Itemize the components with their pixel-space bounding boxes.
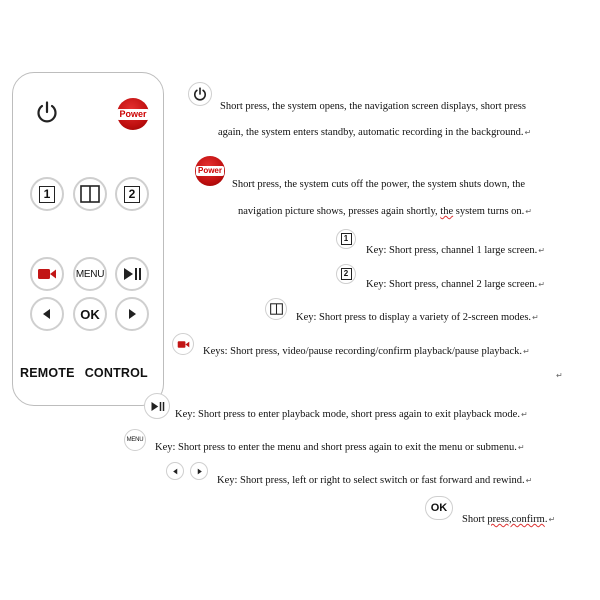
ok-button-label: OK: [80, 306, 100, 322]
menu-icon-label: MENU: [126, 437, 144, 443]
split-screen-icon: [80, 185, 100, 203]
shutdown-key-icon: [195, 156, 225, 186]
channel1-desc: Key: Short press, channel 1 large screen.↵: [366, 245, 545, 256]
power-key-icon: [188, 82, 212, 106]
play-pause-icon: [150, 401, 165, 412]
ok-desc: Short press,confirm.↵: [462, 514, 556, 525]
ok-key-icon: [425, 496, 453, 520]
shutdown-desc-line2: navigation picture shows, presses again shortly, the system turns on.↵: [238, 206, 532, 217]
empty-paragraph-mark: ↵: [556, 371, 563, 380]
remote-right-button[interactable]: [115, 297, 149, 331]
remote-menu-button[interactable]: [73, 257, 107, 291]
ok-icon-label: OK: [430, 502, 448, 514]
remote-control-panel: [12, 72, 164, 406]
channel2-icon: 2: [341, 268, 352, 280]
power-desc-line1: Short press, the system opens, the navigation screen displays, short press: [220, 101, 526, 112]
remote-ok-button[interactable]: [73, 297, 107, 331]
remote-split-screen-button[interactable]: [73, 177, 107, 211]
arrow-left-icon: [172, 468, 179, 475]
remote-title-left: REMOTE: [20, 366, 75, 380]
record-desc: Keys: Short press, video/pause recording/confirm playback/pause playback.↵: [203, 346, 530, 357]
power-desc-line2: again, the system enters standby, automatic recording in the background.↵: [218, 127, 532, 138]
split-screen-desc: Key: Short press to display a variety of 2-screen modes.↵: [296, 312, 539, 323]
arrows-desc: Key: Short press, left or right to select switch or fast forward and rewind.↵: [217, 475, 533, 486]
channel2-icon: 2: [124, 186, 140, 203]
arrow-right-icon: [126, 308, 138, 320]
channel1-key-icon: [336, 229, 356, 249]
channel1-icon: 1: [39, 186, 55, 203]
split-screen-key-icon: [265, 298, 287, 320]
arrow-right-icon: [196, 468, 203, 475]
menu-button-label: MENU: [75, 268, 105, 280]
video-camera-icon: [177, 340, 190, 349]
remote-play-pause-button[interactable]: [115, 257, 149, 291]
split-screen-icon: [270, 303, 283, 315]
power-icon: [34, 99, 60, 125]
left-key-icon: [166, 462, 184, 480]
power-badge-label: Power: [119, 108, 147, 119]
remote-record-button[interactable]: [30, 257, 64, 291]
channel2-key-icon: [336, 264, 356, 284]
power-icon: [192, 86, 208, 102]
channel1-icon: 1: [341, 233, 352, 245]
remote-control-title: [20, 366, 148, 380]
arrow-left-icon: [41, 308, 53, 320]
channel2-desc: Key: Short press, channel 2 large screen.↵: [366, 279, 545, 290]
remote-channel2-button[interactable]: [115, 177, 149, 211]
video-camera-icon: [37, 267, 57, 281]
menu-desc: Key: Short press to enter the menu and short press again to exit the menu or submenu.↵: [155, 442, 525, 453]
right-key-icon: [190, 462, 208, 480]
remote-shutdown-button[interactable]: [117, 98, 149, 130]
remote-title-right: CONTROL: [84, 366, 148, 380]
power-badge-label: Power: [197, 166, 222, 175]
record-key-icon: [172, 333, 194, 355]
remote-channel1-button[interactable]: [30, 177, 64, 211]
play-pause-icon: [122, 267, 142, 281]
playback-desc: Key: Short press to enter playback mode, short press again to exit playback mode.↵: [175, 409, 528, 420]
shutdown-desc-line1: Short press, the system cuts off the power, the system shuts down, the: [232, 179, 526, 190]
menu-key-icon: [124, 429, 146, 451]
remote-power-button[interactable]: [30, 95, 64, 129]
remote-left-button[interactable]: [30, 297, 64, 331]
play-pause-key-icon: [144, 393, 170, 419]
